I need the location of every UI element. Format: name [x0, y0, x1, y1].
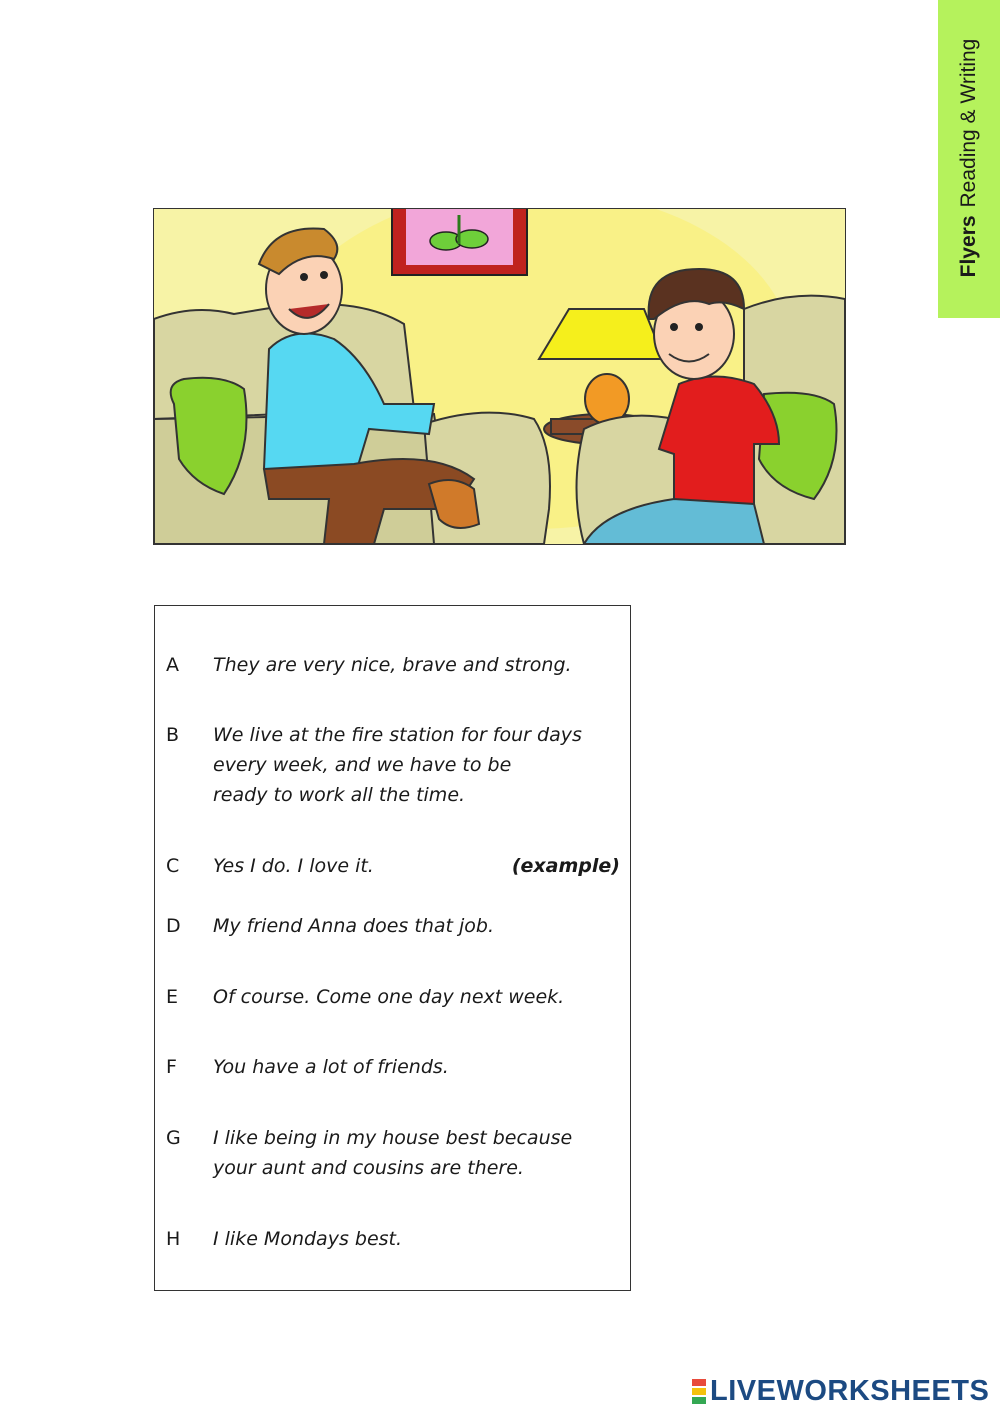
- option-text-line-2: your aunt and cousins are there.: [213, 1157, 524, 1179]
- option-text-line-1: We live at the fire station for four days: [213, 724, 582, 746]
- liveworksheets-logo-icon: [692, 1378, 706, 1405]
- example-tag: (example): [511, 855, 620, 877]
- scene-illustration: [153, 208, 846, 545]
- answer-options-box: [154, 605, 631, 1291]
- side-tab: [938, 0, 1000, 318]
- logo-bar-icon: [692, 1379, 706, 1386]
- side-tab-bold-label: Flyers: [957, 215, 980, 278]
- wall-picture: [392, 209, 527, 275]
- logo-text: LIVEWORKSHEETS: [710, 1374, 990, 1407]
- option-text: You have a lot of friends.: [213, 1056, 449, 1078]
- option-text-line-1: I like being in my house best because: [213, 1127, 573, 1149]
- living-room-illustration: [154, 209, 845, 544]
- option-letter: E: [166, 986, 179, 1008]
- option-text-line-3: ready to work all the time.: [213, 784, 466, 806]
- option-letter: D: [166, 915, 181, 937]
- logo-bar-icon: [692, 1397, 706, 1404]
- side-tab-label: Reading & Writing: [957, 38, 980, 208]
- side-tab-text: [957, 39, 981, 278]
- option-letter: C: [166, 855, 180, 877]
- option-letter: G: [166, 1127, 181, 1149]
- option-text: They are very nice, brave and strong.: [213, 654, 572, 676]
- logo-bar-icon: [692, 1388, 706, 1395]
- option-text: My friend Anna does that job.: [213, 915, 494, 937]
- option-letter: H: [166, 1228, 181, 1250]
- option-text: Of course. Come one day next week.: [213, 986, 565, 1008]
- option-letter: F: [166, 1056, 177, 1078]
- option-letter: B: [166, 724, 180, 746]
- option-letter: A: [166, 654, 179, 676]
- option-text: I like Mondays best.: [213, 1228, 403, 1250]
- option-text-line-2: every week, and we have to be: [213, 754, 512, 776]
- option-text: Yes I do. I love it.: [213, 855, 374, 877]
- liveworksheets-logo[interactable]: [692, 1374, 989, 1408]
